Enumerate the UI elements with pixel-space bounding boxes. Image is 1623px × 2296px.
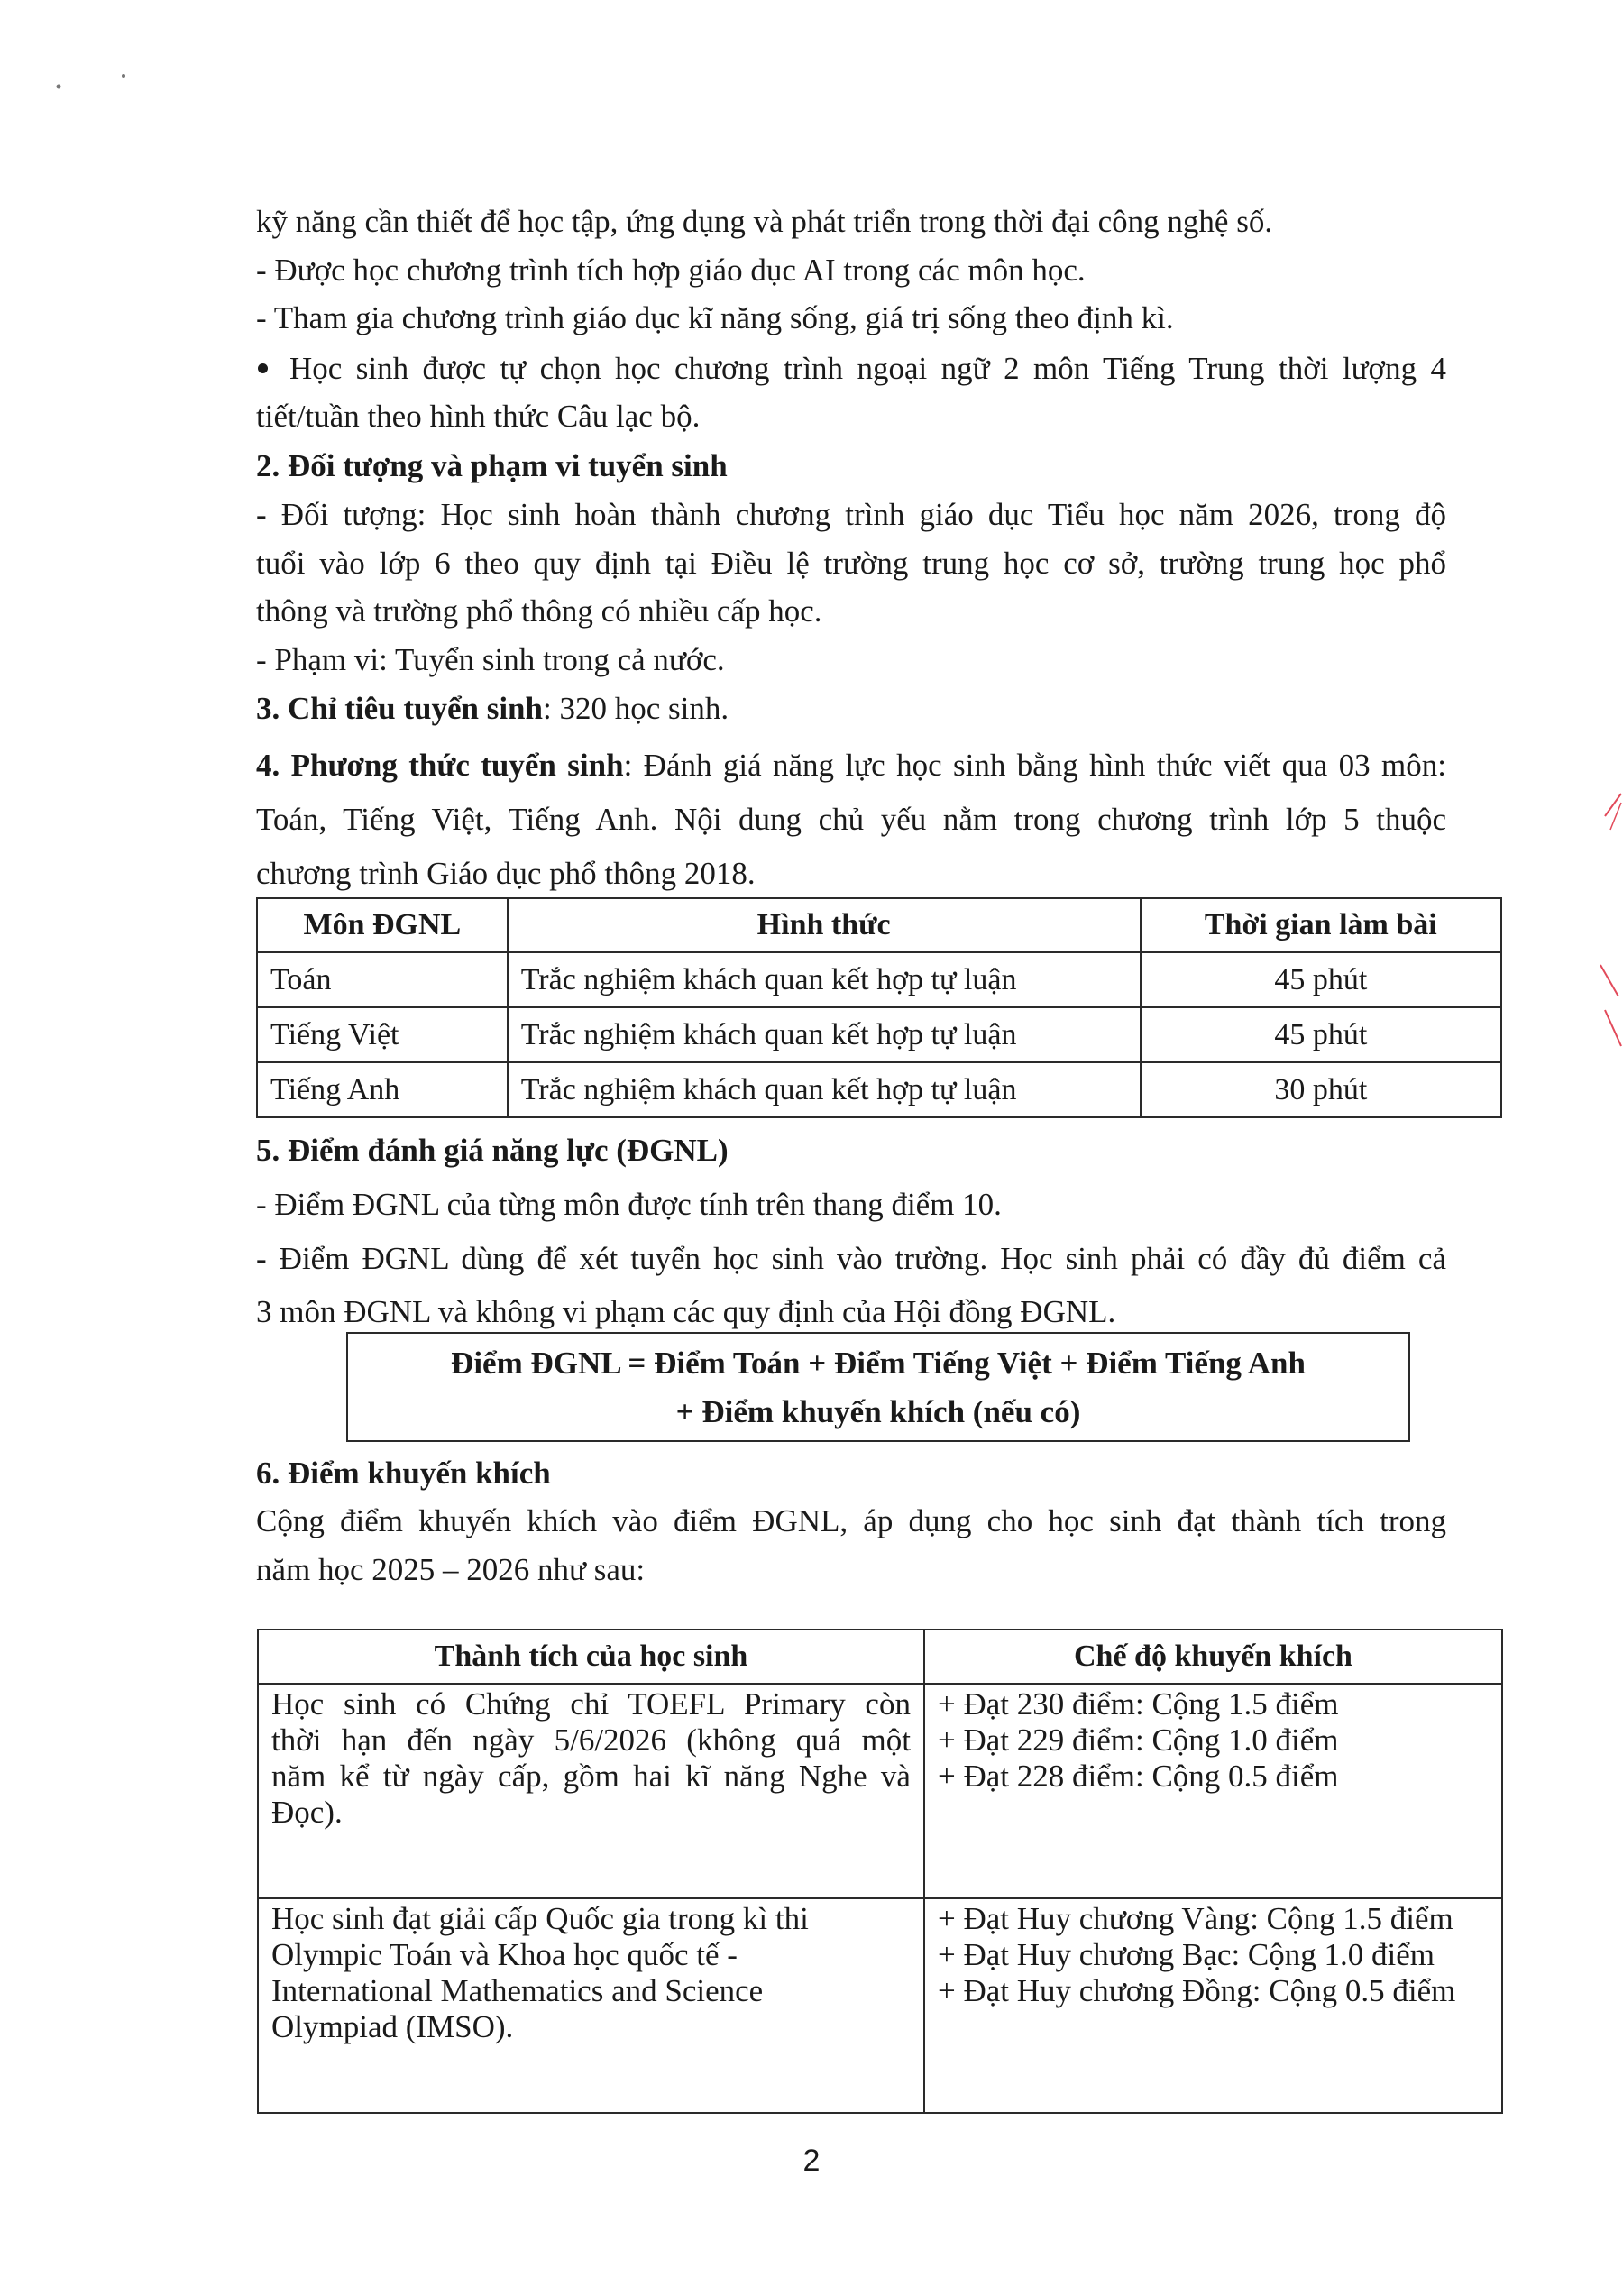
duration-cell: 45 phút — [1141, 952, 1501, 1007]
exam-table — [256, 897, 1502, 1118]
section-2-text: - Đối tượng: Học sinh hoàn thành chương trình giáo dục Tiểu học năm 2026, trong độ — [256, 497, 1446, 532]
achievement-line: International Mathematics and Science — [271, 1973, 764, 2008]
section-2-text: tuổi vào lớp 6 theo quy định tại Điều lệ trường trung học cơ sở, trường trung học phổ — [256, 546, 1446, 581]
table-row — [258, 1898, 1502, 2113]
header-cell: Thành tích của học sinh — [258, 1630, 924, 1684]
intro-line: kỹ năng cần thiết để học tập, ứng dụng và phát triển trong thời đại công nghệ số. — [256, 204, 1273, 239]
header-cell: Hình thức — [508, 898, 1141, 952]
page-number: 2 — [802, 2144, 821, 2178]
bonus-table-header — [258, 1630, 1502, 1684]
section-5-text: 3 môn ĐGNL và không vi phạm các quy định của Hội đồng ĐGNL. — [256, 1294, 1116, 1329]
achievement-line: Đọc). — [271, 1795, 343, 1830]
section-4-heading: 4. Phương thức tuyển sinh — [256, 748, 624, 783]
formula-box — [346, 1332, 1410, 1442]
achievement-line: năm kể từ ngày cấp, gồm hai kĩ năng Nghe và — [271, 1759, 911, 1794]
format-cell: Trắc nghiệm khách quan kết hợp tự luận — [508, 952, 1141, 1007]
table-row — [257, 952, 1501, 1007]
section-5-text: - Điểm ĐGNL dùng để xét tuyển học sinh vào trường. Học sinh phải có đầy đủ điểm cả — [256, 1241, 1446, 1276]
intro-line: - Tham gia chương trình giáo dục kĩ năng sống, giá trị sống theo định kì. — [256, 300, 1174, 335]
stamp-edge-mark — [1596, 776, 1623, 1064]
achievement-line: Olympiad (IMSO). — [271, 2009, 514, 2044]
bullet-item-cont: tiết/tuần theo hình thức Câu lạc bộ. — [256, 399, 701, 434]
subject-cell: Tiếng Anh — [257, 1062, 508, 1117]
subject-cell: Toán — [257, 952, 508, 1007]
table-row — [257, 1007, 1501, 1062]
subject-cell: Tiếng Việt — [257, 1007, 508, 1062]
table-row — [258, 1684, 1502, 1898]
section-4-text: Toán, Tiếng Việt, Tiếng Anh. Nội dung chủ yếu nằm trong chương trình lớp 5 thuộc — [256, 802, 1446, 837]
header-cell: Chế độ khuyến khích — [924, 1630, 1502, 1684]
duration-cell: 45 phút — [1141, 1007, 1501, 1062]
bullet-item — [256, 351, 1446, 387]
formula-line: + Điểm khuyến khích (nếu có) — [675, 1394, 1081, 1429]
scan-speck — [50, 70, 131, 106]
reward-line: + Đạt 228 điểm: Cộng 0.5 điểm — [937, 1759, 1339, 1794]
section-6-text: Cộng điểm khuyến khích vào điểm ĐGNL, áp dụng cho học sinh đạt thành tích trong — [256, 1503, 1446, 1538]
section-3-heading: 3. Chỉ tiêu tuyển sinh — [256, 691, 543, 726]
section-5-heading: 5. Điểm đánh giá năng lực (ĐGNL) — [256, 1133, 729, 1168]
achievement-cell — [258, 1898, 924, 2113]
bullet-icon — [258, 363, 268, 373]
reward-cell — [924, 1684, 1502, 1898]
bullet-text: Học sinh được tự chọn học chương trình ngoại ngữ 2 môn Tiếng Trung thời lượng 4 — [289, 351, 1446, 386]
section-4 — [256, 748, 1446, 784]
intro-line: - Được học chương trình tích hợp giáo dục AI trong các môn học. — [256, 253, 1086, 288]
reward-line: + Đạt Huy chương Bạc: Cộng 1.0 điểm — [937, 1937, 1435, 1972]
reward-line: + Đạt Huy chương Đồng: Cộng 0.5 điểm — [937, 1973, 1456, 2008]
header-cell: Môn ĐGNL — [257, 898, 508, 952]
achievement-line: Olympic Toán và Khoa học quốc tế - — [271, 1937, 738, 1972]
section-2-heading: 2. Đối tượng và phạm vi tuyển sinh — [256, 448, 728, 483]
reward-line: + Đạt 229 điểm: Cộng 1.0 điểm — [937, 1722, 1339, 1758]
section-5-text: - Điểm ĐGNL của từng môn được tính trên thang điểm 10. — [256, 1187, 1002, 1222]
section-2-scope: - Phạm vi: Tuyển sinh trong cả nước. — [256, 642, 725, 677]
section-3 — [256, 691, 1446, 727]
achievement-line: thời hạn đến ngày 5/6/2026 (không quá một — [271, 1722, 911, 1758]
reward-line: + Đạt Huy chương Vàng: Cộng 1.5 điểm — [937, 1901, 1453, 1936]
achievement-line: Học sinh đạt giải cấp Quốc gia trong kì thi — [271, 1901, 809, 1936]
reward-line: + Đạt 230 điểm: Cộng 1.5 điểm — [937, 1686, 1339, 1722]
achievement-cell — [258, 1684, 924, 1898]
exam-table-header — [257, 898, 1501, 952]
bonus-table — [257, 1629, 1503, 2114]
header-cell: Thời gian làm bài — [1141, 898, 1501, 952]
duration-cell: 30 phút — [1141, 1062, 1501, 1117]
formula-line: Điểm ĐGNL = Điểm Toán + Điểm Tiếng Việt + Điểm Tiếng Anh — [451, 1345, 1306, 1381]
section-4-text: : Đánh giá năng lực học sinh bằng hình thức viết qua 03 môn: — [623, 748, 1447, 783]
table-row — [257, 1062, 1501, 1117]
section-6-text: năm học 2025 – 2026 như sau: — [256, 1552, 646, 1587]
reward-cell — [924, 1898, 1502, 2113]
section-6-heading: 6. Điểm khuyến khích — [256, 1456, 551, 1491]
section-4-text: chương trình Giáo dục phổ thông 2018. — [256, 856, 756, 891]
achievement-line: Học sinh có Chứng chỉ TOEFL Primary còn — [271, 1686, 911, 1722]
section-2-text: thông và trường phổ thông có nhiều cấp học. — [256, 593, 822, 629]
section-3-value: : 320 học sinh. — [543, 691, 729, 726]
format-cell: Trắc nghiệm khách quan kết hợp tự luận — [508, 1007, 1141, 1062]
format-cell: Trắc nghiệm khách quan kết hợp tự luận — [508, 1062, 1141, 1117]
